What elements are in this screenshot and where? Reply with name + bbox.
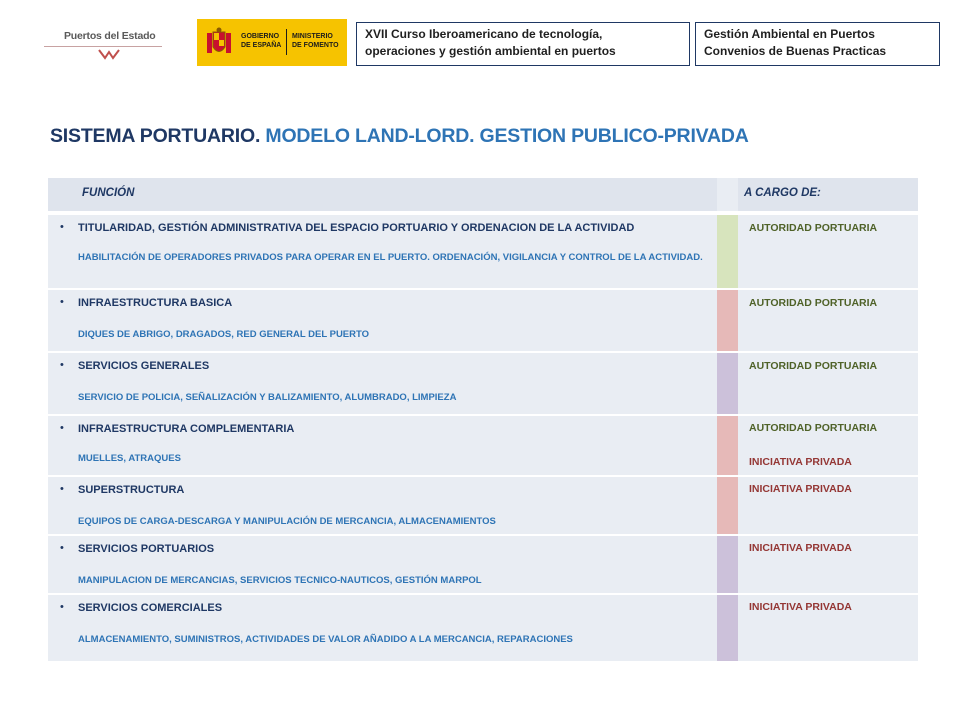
table-row bbox=[48, 353, 918, 414]
row-sub: ALMACENAMIENTO, SUMINISTROS, ACTIVIDADES DE VALOR AÑADIDO A LA MERCANCIA, REPARACIONES bbox=[78, 634, 573, 645]
gov-line-2: DE ESPAÑA bbox=[241, 42, 282, 49]
topic-box bbox=[695, 22, 940, 66]
row-marker bbox=[717, 477, 738, 534]
row-main: INFRAESTRUCTURA BASICA bbox=[78, 297, 233, 309]
title-part-1: SISTEMA PORTUARIO. bbox=[50, 125, 261, 147]
table-row bbox=[48, 536, 918, 593]
table-row bbox=[48, 477, 918, 534]
row-responsible: INICIATIVA PRIVADA bbox=[749, 483, 852, 495]
row-marker bbox=[717, 353, 738, 414]
row-responsible: AUTORIDAD PORTUARIA bbox=[749, 222, 878, 234]
row-responsible-secondary: INICIATIVA PRIVADA bbox=[749, 456, 852, 468]
row-sub: MANIPULACION DE MERCANCIAS, SERVICIOS TECNICO-NAUTICOS, GESTIÓN MARPOL bbox=[78, 575, 482, 586]
row-sub: MUELLES, ATRAQUES bbox=[78, 453, 181, 464]
row-main: SERVICIOS PORTUARIOS bbox=[78, 543, 215, 555]
slide-title bbox=[50, 125, 749, 148]
gov-line-1: GOBIERNO bbox=[241, 33, 280, 40]
bullet: • bbox=[60, 422, 64, 434]
ministry-line-1: MINISTERIO bbox=[292, 33, 333, 40]
bullet: • bbox=[60, 221, 64, 233]
header-responsible: A CARGO DE: bbox=[744, 187, 821, 199]
course-title-box bbox=[356, 22, 690, 66]
table-header-row bbox=[48, 178, 918, 211]
table-row bbox=[48, 416, 918, 475]
bullet: • bbox=[60, 542, 64, 554]
bullet: • bbox=[60, 601, 64, 613]
bullet: • bbox=[60, 483, 64, 495]
table-row bbox=[48, 215, 918, 288]
row-responsible: AUTORIDAD PORTUARIA bbox=[749, 422, 878, 434]
course-title-line-1: XVII Curso Iberoamericano de tecnología, bbox=[365, 27, 603, 41]
row-main: INFRAESTRUCTURA COMPLEMENTARIA bbox=[78, 423, 295, 435]
row-responsible: INICIATIVA PRIVADA bbox=[749, 542, 852, 554]
row-marker bbox=[717, 290, 738, 351]
title-part-2: MODELO LAND-LORD. GESTION PUBLICO-PRIVADA bbox=[260, 125, 749, 147]
topic-line-1: Gestión Ambiental en Puertos bbox=[704, 27, 875, 41]
row-main: SERVICIOS GENERALES bbox=[78, 360, 210, 372]
coat-of-arms-icon bbox=[205, 27, 233, 59]
row-sub: DIQUES DE ABRIGO, DRAGADOS, RED GENERAL DEL PUERTO bbox=[78, 329, 370, 340]
row-sub: EQUIPOS DE CARGA-DESCARGA Y MANIPULACIÓN DE MERCANCIA, ALMACENAMIENTOS bbox=[78, 516, 496, 527]
puertos-del-estado-logo bbox=[44, 26, 166, 66]
row-main: TITULARIDAD, GESTIÓN ADMINISTRATIVA DEL ESPACIO PORTUARIO Y ORDENACION DE LA ACTIVIDAD bbox=[78, 222, 635, 234]
row-sub: HABILITACIÓN DE OPERADORES PRIVADOS PARA OPERAR EN EL PUERTO. ORDENACIÓN, VIGILANCIA Y CONTROL DE LA ACTIVIDAD. bbox=[78, 252, 703, 263]
row-sub: SERVICIO DE POLICIA, SEÑALIZACIÓN Y BALIZAMIENTO, ALUMBRADO, LIMPIEZA bbox=[78, 392, 457, 403]
wave-icon bbox=[98, 47, 120, 61]
course-title-line-2: operaciones y gestión ambiental en puertos bbox=[365, 44, 616, 58]
row-responsible: AUTORIDAD PORTUARIA bbox=[749, 297, 878, 309]
row-responsible: INICIATIVA PRIVADA bbox=[749, 601, 852, 613]
row-main: SUPERSTRUCTURA bbox=[78, 484, 185, 496]
bullet: • bbox=[60, 359, 64, 371]
row-marker bbox=[717, 595, 738, 661]
table-row bbox=[48, 595, 918, 661]
topic-line-2: Convenios de Buenas Practicas bbox=[704, 44, 887, 58]
header-function: FUNCIÓN bbox=[82, 187, 135, 199]
gobierno-espana-logo bbox=[197, 19, 347, 66]
row-marker bbox=[717, 416, 738, 475]
bullet: • bbox=[60, 296, 64, 308]
table-row bbox=[48, 290, 918, 351]
row-responsible: AUTORIDAD PORTUARIA bbox=[749, 360, 878, 372]
row-marker bbox=[717, 215, 738, 288]
row-main: SERVICIOS COMERCIALES bbox=[78, 602, 223, 614]
logo-text: Puertos del Estado bbox=[64, 30, 156, 42]
ministry-line-2: DE FOMENTO bbox=[292, 42, 339, 49]
row-marker bbox=[717, 536, 738, 593]
